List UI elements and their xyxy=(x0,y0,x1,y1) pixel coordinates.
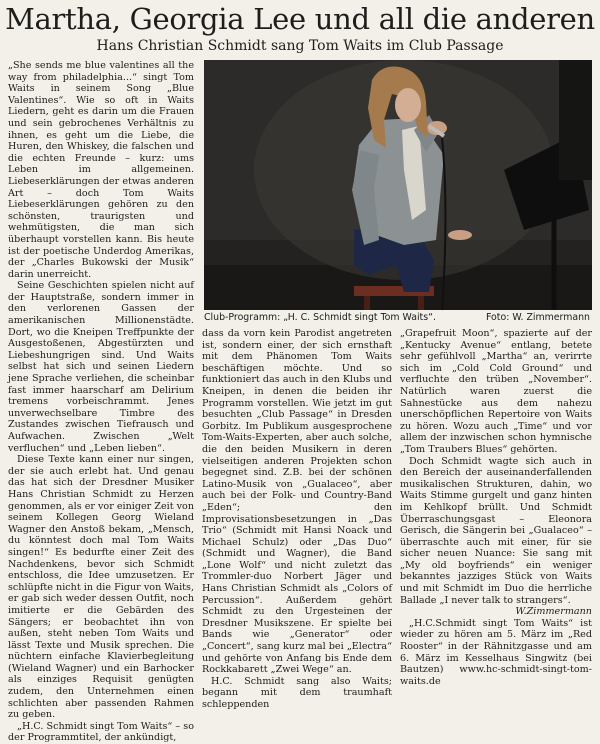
article-column-1 xyxy=(8,60,194,744)
photo-credit: Foto: W. Zimmermann xyxy=(485,312,590,323)
bar-stool-leg-left xyxy=(364,296,370,310)
paragraph: Seine Geschichten spielen nicht auf der Hauptstraße, sondern immer in den verlorenen Gassen der amerikanischen Millionenstädte. Dort, wo die Kneipen Treffpunkte der Ausgestoßenen, Abgestürzten und Liebeshungrigen sind. Und Waits selbst hat sich und seinen Liedern jene Sprache verliehen, die scheinbar fast immer haarscharf am Delirium tremens vorbeischrammt. Jenes unverwechselbare Timbre des Zustandes zwischen Tiefrausch und Aufwachen. Zwischen „Welt verfluchen“ und „Leben lieben“. xyxy=(8,280,194,454)
paragraph: „H.C. Schmidt singt Tom Waits“ – so der Programmtitel, der ankündigt, xyxy=(8,720,194,744)
concert-photo xyxy=(204,60,592,310)
paragraph: „She sends me blue valentines all the way from philadelphia...“ singt Tom Waits in seinem Song „Blue Valentines“. Wie so oft in Waits Liedern, geht es darin um die Frauen und sein gebrochenes Verhältnis zu ihnen, es geht um die Liebe, die Huren, den Whiskey, die falschen und die echten Freunde – kurz: ums Leben im allgemeinen. Liebeserklärungen der etwas anderen Art – doch Tom Waits Liebeserklärungen gehören zu den schönsten, traurigsten und wehmütigsten, die man sich überhaupt vorstellen kann. Bis heute ist der poetische Underdog Amerikas, der „Charles Bukowski der Musik“ darin unerreicht. xyxy=(8,60,194,280)
singer-face xyxy=(395,88,421,122)
author-byline: W.Zimmermann xyxy=(515,606,592,618)
paragraph: „H.C.Schmidt singt Tom Waits“ ist wieder zu hören am 5. März im „Red Rooster“ in der Rähnitzgasse und am 6. März im Kesselhaus Singwitz (bei Bautzen) www.hc-schmidt-singt-tom-waits.de xyxy=(400,617,592,687)
singer-left-hand xyxy=(448,230,472,240)
equipment-right xyxy=(559,60,592,180)
paragraph: „Grapefruit Moon“, spazierte auf der „Kentucky Avenue“ entlang, betete sehr gefühlvoll „Martha“ an, verirrte sich im „Cold Cold Ground“ und verfluchte den trüben „November“. Natürlich waren zuerst die Sahnestücke aus dem nahezu unerschöpflichen Repertoire von Waits zu hören. Wozu auch „Time“ und vor allem der inzwischen schon hymnische „Tom Traubers Blues“ gehörten. xyxy=(400,328,592,455)
photo-caption: Club-Programm: „H. C. Schmidt singt Tom Waits“. xyxy=(204,312,436,323)
paragraph: dass da vorn kein Parodist angetreten ist, sondern einer, der sich ernsthaft mit dem Phänomen Tom Waits beschäftigen möchte. Und so funktioniert das auch in den Klubs und Kneipen, in denen die beiden ihr Programm vorstellen. Wie jetzt im gut besuchten „Club Passage“ in Dresden Gorbitz. Im Publikum ausgesprochene Tom-Waits-Experten, aber auch solche, die den beiden Musikern in deren vielseitigen anderen Projekten schon begegnet sind. Z.B. bei der schönen Latino-Musik von „Gualaceo“, aber auch bei der Folk- und Country-Band „Eden“; den Improvisationsbesetzungen in „Das Trio“ (Schmidt mit Hansi Noack und Michael Schulz) oder „Das Duo“ (Schmidt und Wagner), die Band „Lone Wolf“ und nicht zuletzt das Trommler-duo Norbert Jäger und Hans Christian Schmidt als „Colors of Percussion“. Außerdem gehört Schmidt zu den Urgesteinen der Dresdner Musikszene. Er spielte bei Bands wie „Generator“ oder „Concert“, sang kurz mal bei „Electra“ und gehörte von Anfang bis Ende dem Rockkabarett „Zwei Wege“ an. xyxy=(202,328,392,676)
subheadline: Hans Christian Schmidt sang Tom Waits im Club Passage xyxy=(96,38,504,54)
paragraph: Diese Texte kann einer nur singen, der sie auch erlebt hat. Und genau das hat sich der Dresdner Musiker Hans Christian Schmidt zu Herzen genommen, als er vor einiger Zeit von seinem Kollegen Georg Wieland Wagner den Anstoß bekam, „Mensch, du könntest doch mal Tom Waits singen!“ Es bedurfte einer Zeit des Nachdenkens, bevor sich Schmidt entschloss, die Idee umzusetzen. Er schlüpfte nicht in die Figur von Waits, er gab sich weder dessen Outfit, noch imitierte er die Gebärden des Sängers; er beobachtet ihn von außen, steht neben Tom Waits und lässt Texte und Musik sprechen. Die nüchtern einfache Klavierbegleitung (Wieland Wagner) und ein Barhocker als einziges Requisit genügten zudem, den Unternehmen einen schlichten aber passenden Rahmen zu geben. xyxy=(8,454,194,721)
article-column-2 xyxy=(202,328,392,710)
article-column-3 xyxy=(400,328,592,687)
bar-stool-leg-right xyxy=(418,296,424,310)
paragraph: Doch Schmidt wagte sich auch in den Bereich der auseinanderfallenden musikalischen Strukturen, dahin, wo Waits Stimme gurgelt und ganz hinten im Kehlkopf brüllt. Und Schmidt Überraschungsgast – Eleonora Gerisch, die Sängerin bei „Gualaceo“ – überraschte auch mit einer, für sie sicher neuen Nuance: Sie sang mit „My old boyfriends“ ein weniger bekanntes jazziges Stück von Waits und mit Schmidt im Duo die herrliche Ballade „I never talk to strangers“. xyxy=(400,455,592,606)
headline: Martha, Georgia Lee und all die anderen xyxy=(5,2,595,36)
paragraph: H.C. Schmidt sang also Waits; begann mit dem traumhaft schleppenden xyxy=(202,675,392,710)
